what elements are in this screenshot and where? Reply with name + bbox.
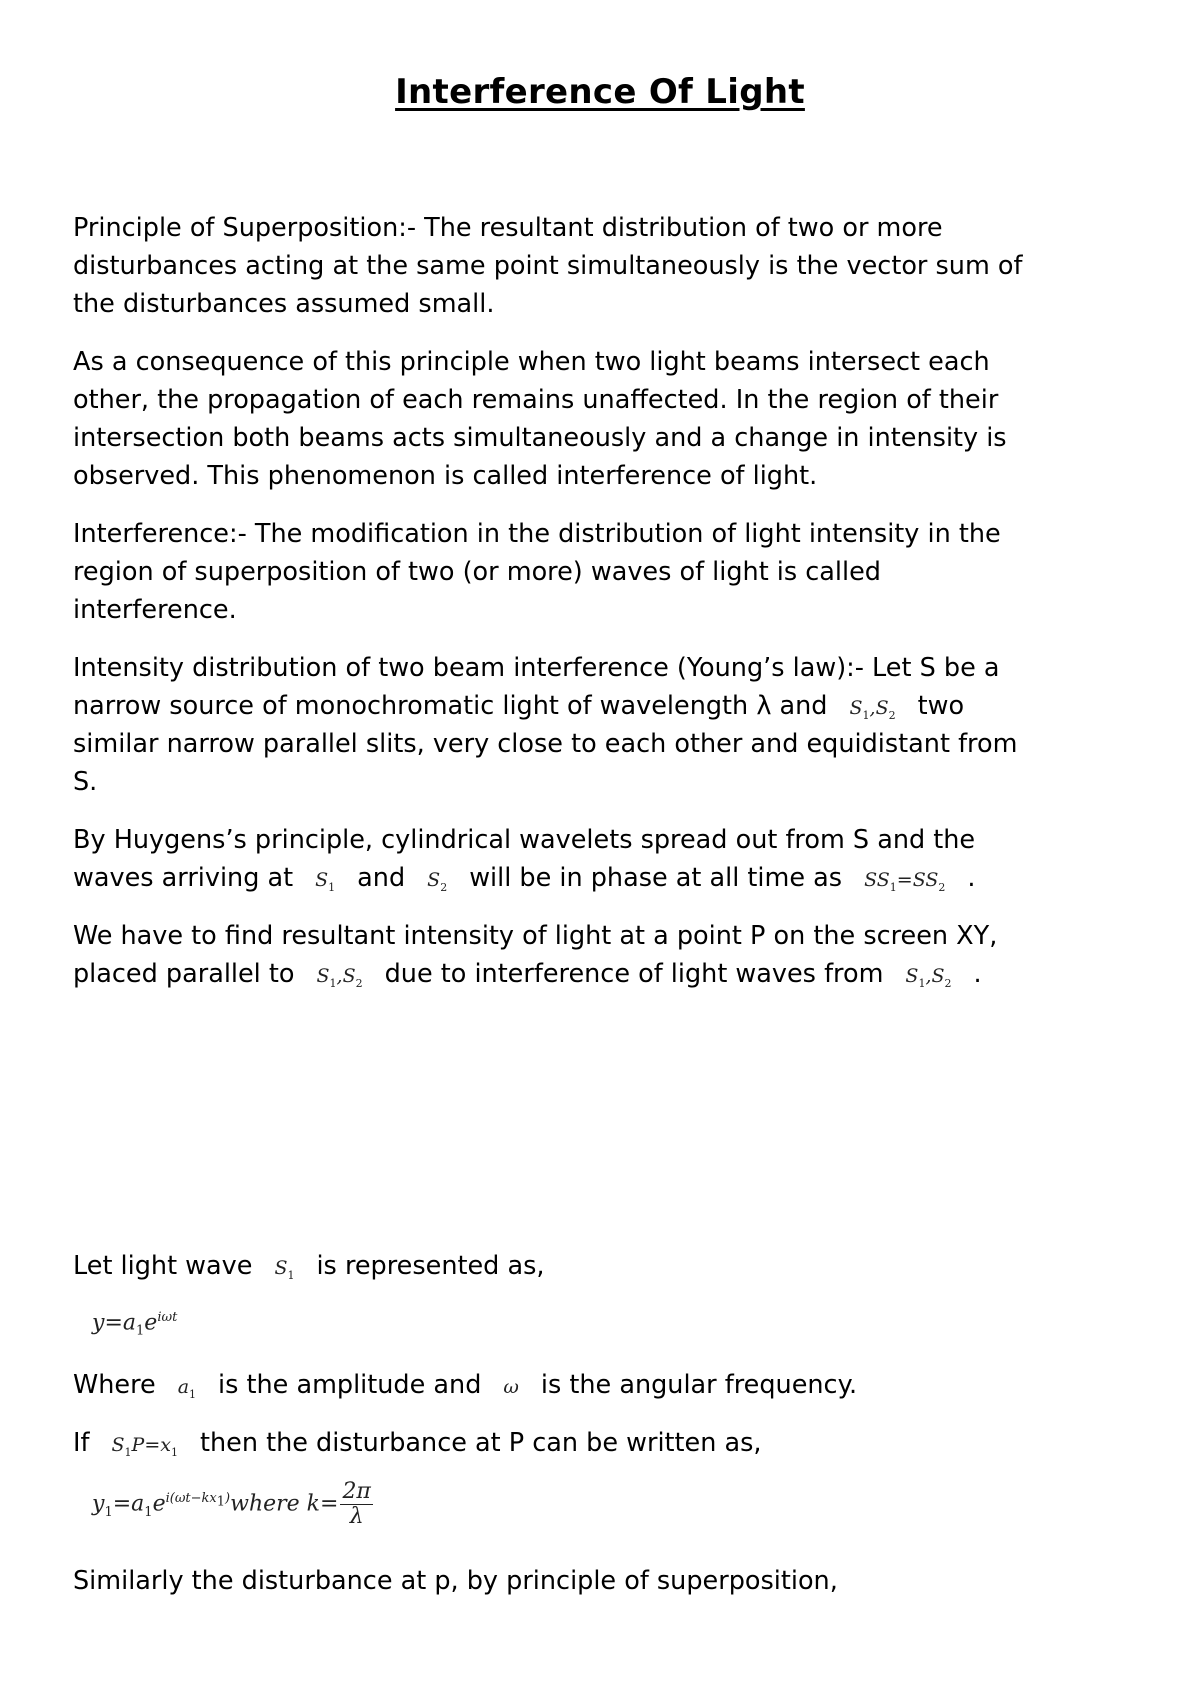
paragraph-resultant-intensity bbox=[73, 917, 1153, 993]
paragraph-amplitude bbox=[73, 1366, 1153, 1404]
text-line bbox=[73, 859, 1153, 897]
math-ss1-eq-ss2: $SS_1=SS_2$ bbox=[864, 869, 946, 894]
math-a1: $a_1$ bbox=[177, 1376, 197, 1401]
text-line: As a consequence of this principle when two light beams intersect each bbox=[73, 347, 990, 377]
text-segment: two bbox=[917, 691, 965, 721]
text-segment: is the amplitude and bbox=[218, 1370, 482, 1400]
text-segment: will be in phase at all time as bbox=[469, 863, 843, 893]
math-omega: ω bbox=[503, 1376, 519, 1398]
math-s2: $S_2$ bbox=[427, 869, 448, 894]
text-segment: and bbox=[357, 863, 406, 893]
text-segment: narrow source of monochromatic light of wavelength λ and bbox=[73, 691, 828, 721]
text-line: other, the propagation of each remains unaffected. In the region of their bbox=[73, 385, 999, 415]
paragraph-superposition bbox=[73, 209, 1153, 323]
text-line bbox=[73, 687, 1153, 725]
text-line bbox=[73, 1424, 1153, 1462]
equation-wave: $y=a_1e^{i\omega t}$ bbox=[92, 1310, 178, 1339]
text-segment: then the disturbance at P can be written as, bbox=[199, 1428, 762, 1458]
text-line: intersection both beams acts simultaneously and a change in intensity is bbox=[73, 423, 1007, 453]
text-segment: is represented as, bbox=[316, 1251, 545, 1281]
text-line: Principle of Superposition:- The resultant distribution of two or more bbox=[73, 213, 943, 243]
text-line bbox=[73, 1366, 1153, 1404]
text-line: disturbances acting at the same point simultaneously is the vector sum of bbox=[73, 251, 1023, 281]
text-segment: Where bbox=[73, 1370, 156, 1400]
paragraph-consequence bbox=[73, 343, 1153, 495]
text-line: the disturbances assumed small. bbox=[73, 289, 495, 319]
paragraph-huygens bbox=[73, 821, 1153, 897]
math-s1: $S_1$ bbox=[274, 1257, 295, 1282]
page-title: Interference Of Light bbox=[395, 72, 805, 112]
math-s1p-eq-x1: $S_1P=x_1$ bbox=[111, 1434, 178, 1459]
math-s1-s2: $S_1,S_2$ bbox=[905, 965, 952, 990]
text-line: By Huygens’s principle, cylindrical wavelets spread out from S and the bbox=[73, 825, 976, 855]
text-segment: Let light wave bbox=[73, 1251, 253, 1281]
fraction-2pi-over-lambda: $\frac{2\pi}{\lambda}$ bbox=[342, 1479, 371, 1529]
equation-disturbance: $y_1=a_1e^{i(\omega t-kx_1)}where$ k= $\frac{2\pi}{\lambda}$ bbox=[92, 1479, 371, 1529]
text-line: Interference:- The modification in the distribution of light intensity in the bbox=[73, 519, 1001, 549]
text-segment: is the angular frequency. bbox=[540, 1370, 858, 1400]
paragraph-disturbance bbox=[73, 1424, 1153, 1462]
text-line: similar narrow parallel slits, very close to each other and equidistant from bbox=[73, 729, 1018, 759]
text-line: observed. This phenomenon is called interference of light. bbox=[73, 461, 818, 491]
paragraph-superposition-disturbance bbox=[73, 1562, 1153, 1600]
text-segment: due to interference of light waves from bbox=[384, 959, 884, 989]
text-line: S. bbox=[73, 767, 98, 797]
math-s1-s2: $S_1,S_2$ bbox=[849, 697, 896, 722]
paragraph-intensity-distribution bbox=[73, 649, 1153, 801]
text-segment: waves arriving at bbox=[73, 863, 294, 893]
text-line: We have to find resultant intensity of light at a point P on the screen XY, bbox=[73, 921, 998, 951]
text-segment: placed parallel to bbox=[73, 959, 295, 989]
math-s1-s2: $S_1,S_2$ bbox=[316, 965, 363, 990]
text-line: interference. bbox=[73, 595, 237, 625]
paragraph-interference bbox=[73, 515, 1153, 629]
paragraph-light-wave bbox=[73, 1247, 1153, 1285]
text-segment: . bbox=[967, 863, 976, 893]
text-line bbox=[73, 955, 1153, 993]
text-line: region of superposition of two (or more) waves of light is called bbox=[73, 557, 881, 587]
text-line: Intensity distribution of two beam interference (Young’s law):- Let S be a bbox=[73, 653, 1000, 683]
text-segment: . bbox=[973, 959, 982, 989]
text-segment: If bbox=[73, 1428, 90, 1458]
math-s1: $S_1$ bbox=[315, 869, 336, 894]
text-line bbox=[73, 1247, 1153, 1285]
text-line: Similarly the disturbance at p, by principle of superposition, bbox=[73, 1566, 838, 1596]
